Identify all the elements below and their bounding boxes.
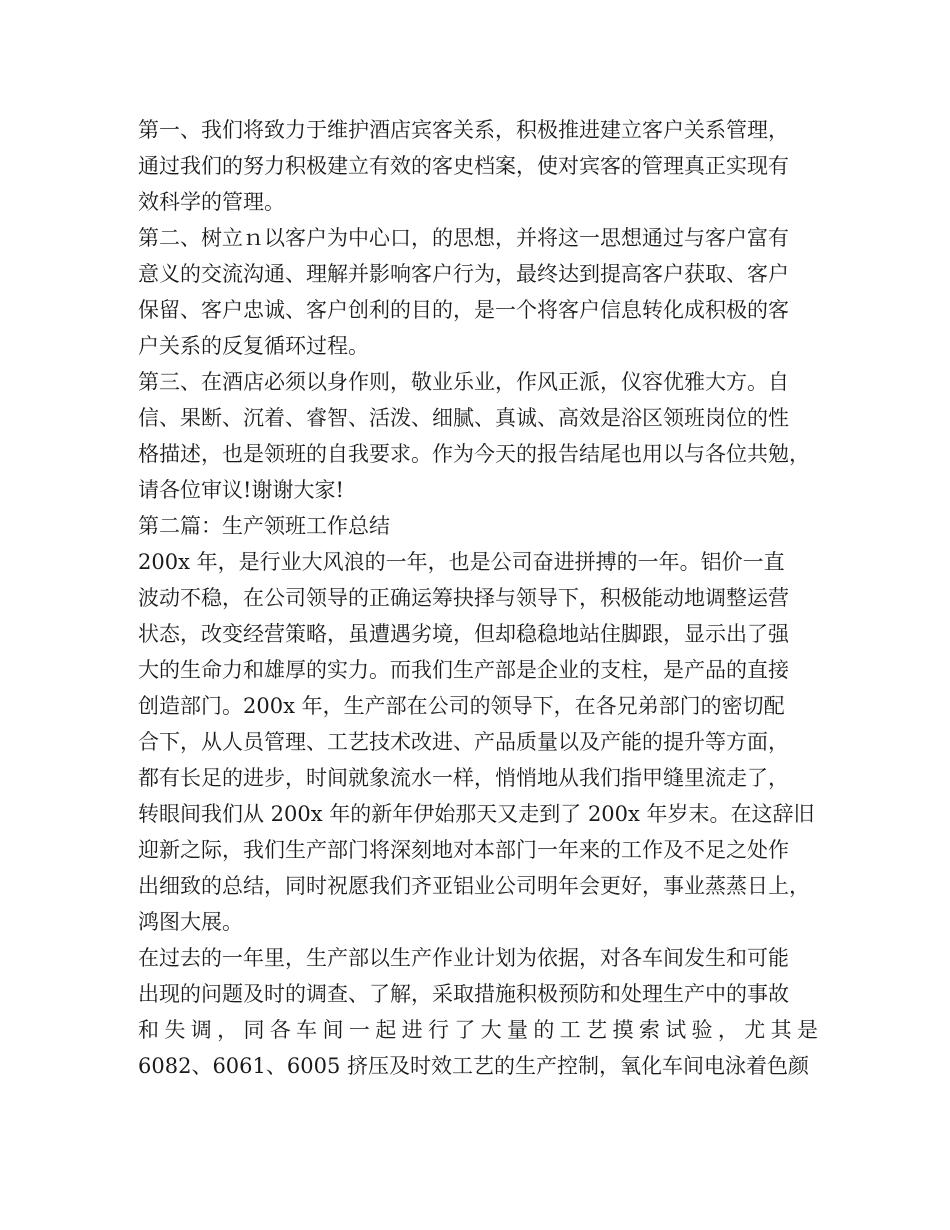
text-line: 效科学的管理。	[138, 190, 285, 214]
text-line: 第一、我们将致力于维护酒店宾客关系，积极推进建立客户关系管理，	[138, 118, 789, 142]
text-line: 出细致的总结，同时祝愿我们齐亚铝业公司明年会更好，事业蒸蒸日上，	[138, 874, 810, 898]
text-line: 6082、6061、6005 挤压及时效工艺的生产控制，氧化车间电泳着色颜	[138, 1054, 810, 1078]
text-line: 出现的问题及时的调查、了解，采取措施积极预防和处理生产中的事故	[138, 982, 789, 1006]
text-line: 信、果断、沉着、睿智、活泼、细腻、真诚、高效是浴区领班岗位的性	[138, 406, 789, 430]
text-line: 转眼间我们从 200x 年的新年伊始那天又走到了 200x 年岁末。在这辞旧	[138, 802, 815, 826]
text-line: 合下，从人员管理、工艺技术改进、产品质量以及产能的提升等方面，	[138, 730, 789, 754]
text-line: 200x 年，是行业大风浪的一年，也是公司奋进拼搏的一年。铝价一直	[138, 550, 785, 574]
heading-line: 第二篇：生产领班工作总结	[138, 514, 390, 538]
text-line: 第三、在酒店必须以身作则，敬业乐业，作风正派，仪容优雅大方。自	[138, 370, 789, 394]
text-line: 户关系的反复循环过程。	[138, 334, 369, 358]
text-line: 第二、树立ｎ以客户为中心口，的思想，并将这一思想通过与客户富有	[138, 226, 789, 250]
paragraph-second-point	[138, 220, 818, 364]
text-line: 意义的交流沟通、理解并影响客户行为，最终达到提高客户获取、客户	[138, 262, 789, 286]
text-line: 波动不稳，在公司领导的正确运筹抉择与领导下，积极能动地调整运营	[138, 586, 789, 610]
text-line: 在过去的一年里，生产部以生产作业计划为依据，对各车间发生和可能	[138, 946, 789, 970]
text-line: 创造部门。200x 年，生产部在公司的领导下，在各兄弟部门的密切配	[138, 694, 785, 718]
text-line: 大的生命力和雄厚的实力。而我们生产部是企业的支柱，是产品的直接	[138, 658, 789, 682]
text-line: 鸿图大展。	[138, 910, 243, 934]
paragraph-third-point	[138, 364, 818, 508]
paragraph-production-work	[138, 940, 818, 1084]
text-line: 状态，改变经营策略，虽遭遇劣境，但却稳稳地站住脚跟，显示出了强	[138, 622, 789, 646]
section-heading	[138, 508, 818, 544]
text-line: 请各位审议!谢谢大家!	[138, 478, 344, 502]
paragraph-year-summary	[138, 544, 818, 940]
paragraph-first-point	[138, 112, 818, 220]
text-line: 都有长足的进步，时间就象流水一样，悄悄地从我们指甲缝里流走了，	[138, 766, 789, 790]
document-page	[138, 112, 818, 1084]
text-line: 格描述，也是领班的自我要求。作为今天的报告结尾也用以与各位共勉，	[138, 442, 810, 466]
text-line: 迎新之际，我们生产部门将深刻地对本部门一年来的工作及不足之处作	[138, 838, 789, 862]
text-line: 通过我们的努力积极建立有效的客史档案，使对宾客的管理真正实现有	[138, 154, 789, 178]
text-line: 和失调，同各车间一起进行了大量的工艺摸索试验，尤其是	[138, 1018, 818, 1042]
text-line: 保留、客户忠诚、客户创利的目的，是一个将客户信息转化成积极的客	[138, 298, 789, 322]
